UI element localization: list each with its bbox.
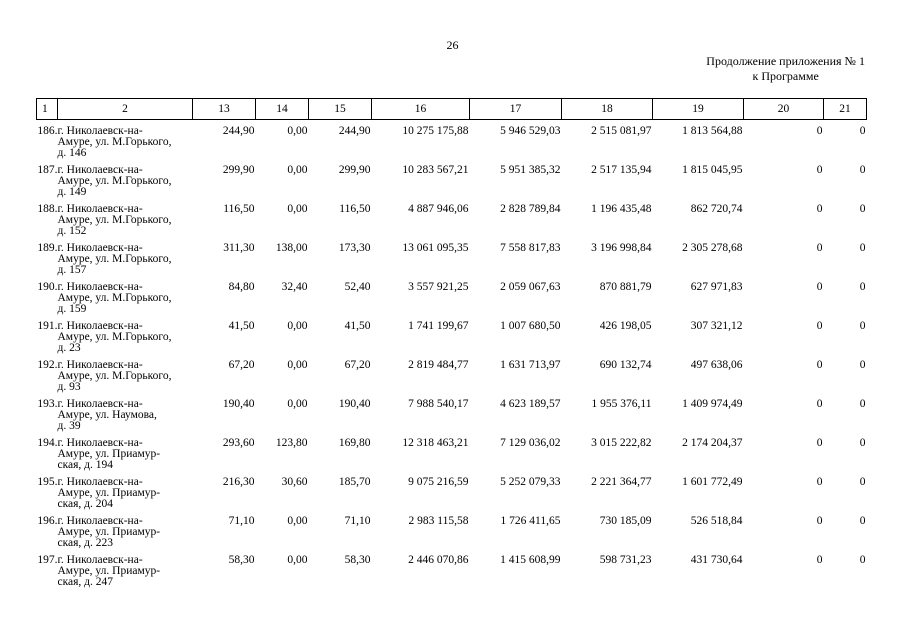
- value-cell-19: 1 813 564,88: [682, 125, 743, 137]
- value-cell-14: 30,60: [281, 476, 308, 488]
- column-header: 18: [562, 99, 653, 120]
- value-cell-18: 730 185,09: [599, 515, 652, 527]
- address-line: Амуре, ул. М.Горького,: [57, 292, 172, 304]
- value-cell-15: 190,40: [338, 398, 371, 410]
- value-cell-21: 0: [859, 164, 866, 176]
- column-header: 19: [653, 99, 744, 120]
- value-cell-13: 311,30: [223, 242, 255, 254]
- caption-line-1: Продолжение приложения № 1: [706, 54, 865, 68]
- value-cell-21: 0: [859, 281, 866, 293]
- value-cell-14: 0,00: [287, 398, 308, 410]
- value-cell-21: 0: [859, 398, 866, 410]
- table-row: [37, 399, 867, 438]
- value-cell-21: 0: [859, 320, 866, 332]
- address-line: г. Николаевск-на-: [57, 554, 143, 566]
- table-row: [37, 165, 867, 204]
- column-header: 16: [372, 99, 470, 120]
- value-cell-18: 1 955 376,11: [591, 398, 652, 410]
- address-line: д. 39: [57, 420, 81, 432]
- table-row: [37, 204, 867, 243]
- value-cell-18: 1 196 435,48: [591, 203, 652, 215]
- column-header: 14: [256, 99, 309, 120]
- value-cell-15: 58,30: [344, 554, 371, 566]
- address-cell: [58, 399, 193, 438]
- value-cell-16: 2 446 070,86: [408, 554, 469, 566]
- column-header: 17: [470, 99, 562, 120]
- value-cell-16: 3 557 921,25: [408, 281, 469, 293]
- row-number: 188.: [37, 203, 58, 215]
- address-line: г. Николаевск-на-: [57, 359, 143, 371]
- row-number: 190.: [37, 281, 58, 293]
- address-line: Амуре, ул. Приамур-: [57, 526, 161, 538]
- value-cell-14: 0,00: [287, 164, 308, 176]
- value-cell-15: 169,80: [338, 437, 371, 449]
- address-line: Амуре, ул. Приамур-: [57, 448, 161, 460]
- value-cell-19: 862 720,74: [690, 203, 743, 215]
- value-cell-21: 0: [859, 125, 866, 137]
- value-cell-21: 0: [859, 203, 866, 215]
- value-cell-17: 7 129 036,02: [500, 437, 561, 449]
- value-cell-19: 497 638,06: [690, 359, 743, 371]
- value-cell-17: 5 951 385,32: [500, 164, 561, 176]
- address-line: г. Николаевск-на-: [57, 320, 143, 332]
- address-line: д. 149: [57, 186, 87, 198]
- value-cell-20: 0: [816, 203, 823, 215]
- value-cell-19: 627 971,83: [690, 281, 743, 293]
- address-line: д. 152: [57, 225, 87, 237]
- row-number: 191.: [37, 320, 58, 332]
- value-cell-13: 299,90: [222, 164, 255, 176]
- value-cell-17: 1 415 608,99: [500, 554, 561, 566]
- address-cell: [58, 438, 193, 477]
- value-cell-20: 0: [816, 437, 823, 449]
- table-row: [37, 555, 867, 594]
- value-cell-13: 67,20: [228, 359, 255, 371]
- value-cell-16: 10 275 175,88: [402, 125, 469, 137]
- value-cell-17: 5 252 079,33: [500, 476, 561, 488]
- value-cell-17: 4 623 189,57: [500, 398, 561, 410]
- column-header: 20: [744, 99, 824, 120]
- program-table: [36, 98, 867, 594]
- value-cell-15: 173,30: [338, 242, 371, 254]
- value-cell-21: 0: [859, 476, 866, 488]
- address-cell: [58, 477, 193, 516]
- value-cell-16: 13 061 095,35: [402, 242, 469, 254]
- row-number: 194.: [37, 437, 58, 449]
- value-cell-15: 185,70: [338, 476, 371, 488]
- value-cell-15: 244,90: [338, 125, 371, 137]
- value-cell-17: 1 631 713,97: [500, 359, 561, 371]
- caption-line-2: к Программе: [752, 69, 819, 83]
- value-cell-14: 0,00: [287, 320, 308, 332]
- value-cell-18: 3 015 222,82: [591, 437, 652, 449]
- value-cell-14: 0,00: [287, 125, 308, 137]
- address-cell: [58, 360, 193, 399]
- value-cell-20: 0: [816, 242, 823, 254]
- address-line: Амуре, ул. Приамур-: [57, 565, 161, 577]
- column-header: 2: [58, 99, 193, 120]
- value-cell-18: 2 517 135,94: [591, 164, 652, 176]
- value-cell-17: 2 828 789,84: [500, 203, 561, 215]
- value-cell-14: 0,00: [287, 515, 308, 527]
- table-body: [37, 120, 867, 595]
- address-line: д. 146: [57, 147, 87, 159]
- value-cell-17: 1 007 680,50: [500, 320, 561, 332]
- value-cell-14: 138,00: [275, 242, 308, 254]
- value-cell-21: 0: [859, 242, 866, 254]
- value-cell-19: 431 730,64: [690, 554, 743, 566]
- appendix-caption: [706, 54, 865, 84]
- table-row: [37, 477, 867, 516]
- table-row: [37, 360, 867, 399]
- address-line: д. 23: [57, 342, 81, 354]
- address-line: Амуре, ул. М.Горького,: [57, 370, 172, 382]
- address-line: г. Николаевск-на-: [57, 242, 143, 254]
- address-cell: [58, 204, 193, 243]
- address-line: ская, д. 194: [57, 459, 114, 471]
- value-cell-20: 0: [816, 164, 823, 176]
- value-cell-13: 84,80: [228, 281, 255, 293]
- address-line: г. Николаевск-на-: [57, 398, 143, 410]
- value-cell-17: 7 558 817,83: [500, 242, 561, 254]
- value-cell-15: 71,10: [344, 515, 371, 527]
- address-line: г. Николаевск-на-: [57, 476, 143, 488]
- address-line: г. Николаевск-на-: [57, 515, 143, 527]
- value-cell-16: 12 318 463,21: [402, 437, 469, 449]
- address-line: г. Николаевск-на-: [57, 203, 143, 215]
- address-cell: [58, 165, 193, 204]
- value-cell-16: 9 075 216,59: [408, 476, 469, 488]
- value-cell-15: 299,90: [338, 164, 371, 176]
- address-line: Амуре, ул. М.Горького,: [57, 175, 172, 187]
- value-cell-20: 0: [816, 554, 823, 566]
- value-cell-19: 307 321,12: [690, 320, 743, 332]
- table-row: [37, 321, 867, 360]
- value-cell-17: 2 059 067,63: [500, 281, 561, 293]
- address-cell: [58, 120, 193, 166]
- value-cell-13: 190,40: [222, 398, 255, 410]
- value-cell-16: 4 887 946,06: [408, 203, 469, 215]
- address-line: Амуре, ул. Приамур-: [57, 487, 161, 499]
- value-cell-13: 71,10: [228, 515, 255, 527]
- row-number: 192.: [37, 359, 58, 371]
- value-cell-16: 2 819 484,77: [408, 359, 469, 371]
- value-cell-17: 1 726 411,65: [500, 515, 561, 527]
- address-line: Амуре, ул. М.Горького,: [57, 331, 172, 343]
- address-cell: [58, 243, 193, 282]
- value-cell-18: 3 196 998,84: [591, 242, 652, 254]
- row-number: 186.: [37, 125, 58, 137]
- value-cell-21: 0: [859, 437, 866, 449]
- value-cell-14: 0,00: [287, 203, 308, 215]
- value-cell-17: 5 946 529,03: [500, 125, 561, 137]
- page-number: 26: [446, 38, 459, 52]
- address-line: Амуре, ул. М.Горького,: [57, 253, 172, 265]
- value-cell-15: 67,20: [344, 359, 371, 371]
- value-cell-13: 58,30: [228, 554, 255, 566]
- value-cell-21: 0: [859, 359, 866, 371]
- value-cell-18: 2 221 364,77: [591, 476, 652, 488]
- value-cell-15: 116,50: [339, 203, 371, 215]
- value-cell-13: 293,60: [222, 437, 255, 449]
- table-row: [37, 438, 867, 477]
- row-number: 197.: [37, 554, 58, 566]
- address-line: ская, д. 223: [57, 537, 114, 549]
- value-cell-19: 526 518,84: [690, 515, 743, 527]
- row-number: 187.: [37, 164, 58, 176]
- address-line: ская, д. 204: [57, 498, 114, 510]
- value-cell-20: 0: [816, 281, 823, 293]
- value-cell-21: 0: [859, 515, 866, 527]
- value-cell-15: 41,50: [344, 320, 371, 332]
- column-header-row: [37, 99, 867, 120]
- row-number: 189.: [37, 242, 58, 254]
- value-cell-14: 0,00: [287, 359, 308, 371]
- value-cell-13: 244,90: [222, 125, 255, 137]
- value-cell-16: 7 988 540,17: [408, 398, 469, 410]
- value-cell-16: 1 741 199,67: [408, 320, 469, 332]
- address-cell: [58, 282, 193, 321]
- value-cell-19: 1 601 772,49: [682, 476, 743, 488]
- value-cell-14: 32,40: [281, 281, 308, 293]
- value-cell-20: 0: [816, 398, 823, 410]
- address-line: д. 157: [57, 264, 87, 276]
- value-cell-19: 2 174 204,37: [682, 437, 743, 449]
- address-line: г. Николаевск-на-: [57, 164, 143, 176]
- column-header: 15: [309, 99, 372, 120]
- value-cell-13: 216,30: [222, 476, 255, 488]
- address-cell: [58, 321, 193, 360]
- value-cell-20: 0: [816, 476, 823, 488]
- address-line: Амуре, ул. М.Горького,: [57, 214, 172, 226]
- row-number: 196.: [37, 515, 58, 527]
- row-number: 193.: [37, 398, 58, 410]
- value-cell-18: 2 515 081,97: [591, 125, 652, 137]
- value-cell-18: 426 198,05: [599, 320, 652, 332]
- address-line: г. Николаевск-на-: [57, 437, 143, 449]
- value-cell-19: 1 815 045,95: [682, 164, 743, 176]
- address-line: ская, д. 247: [57, 576, 114, 588]
- value-cell-20: 0: [816, 359, 823, 371]
- table-row: [37, 516, 867, 555]
- address-line: д. 159: [57, 303, 87, 315]
- address-line: д. 93: [57, 381, 81, 393]
- value-cell-19: 1 409 974,49: [682, 398, 743, 410]
- value-cell-18: 870 881,79: [599, 281, 652, 293]
- address-cell: [58, 516, 193, 555]
- address-line: г. Николаевск-на-: [57, 125, 143, 137]
- address-line: г. Николаевск-на-: [57, 281, 143, 293]
- value-cell-18: 690 132,74: [599, 359, 652, 371]
- value-cell-20: 0: [816, 320, 823, 332]
- column-header: 13: [193, 99, 256, 120]
- table-row: [37, 282, 867, 321]
- address-line: Амуре, ул. Наумова,: [57, 409, 157, 421]
- table-row: [37, 120, 867, 166]
- value-cell-21: 0: [859, 554, 866, 566]
- value-cell-20: 0: [816, 125, 823, 137]
- table-row: [37, 243, 867, 282]
- address-cell: [58, 555, 193, 594]
- column-header: 21: [824, 99, 867, 120]
- value-cell-20: 0: [816, 515, 823, 527]
- row-number: 195.: [37, 476, 58, 488]
- value-cell-13: 41,50: [228, 320, 255, 332]
- value-cell-14: 0,00: [287, 554, 308, 566]
- value-cell-13: 116,50: [223, 203, 255, 215]
- value-cell-15: 52,40: [344, 281, 371, 293]
- value-cell-19: 2 305 278,68: [682, 242, 743, 254]
- value-cell-16: 10 283 567,21: [402, 164, 469, 176]
- value-cell-14: 123,80: [275, 437, 308, 449]
- address-line: Амуре, ул. М.Горького,: [57, 136, 172, 148]
- column-header: 1: [37, 99, 58, 120]
- value-cell-16: 2 983 115,58: [408, 515, 469, 527]
- value-cell-18: 598 731,23: [599, 554, 652, 566]
